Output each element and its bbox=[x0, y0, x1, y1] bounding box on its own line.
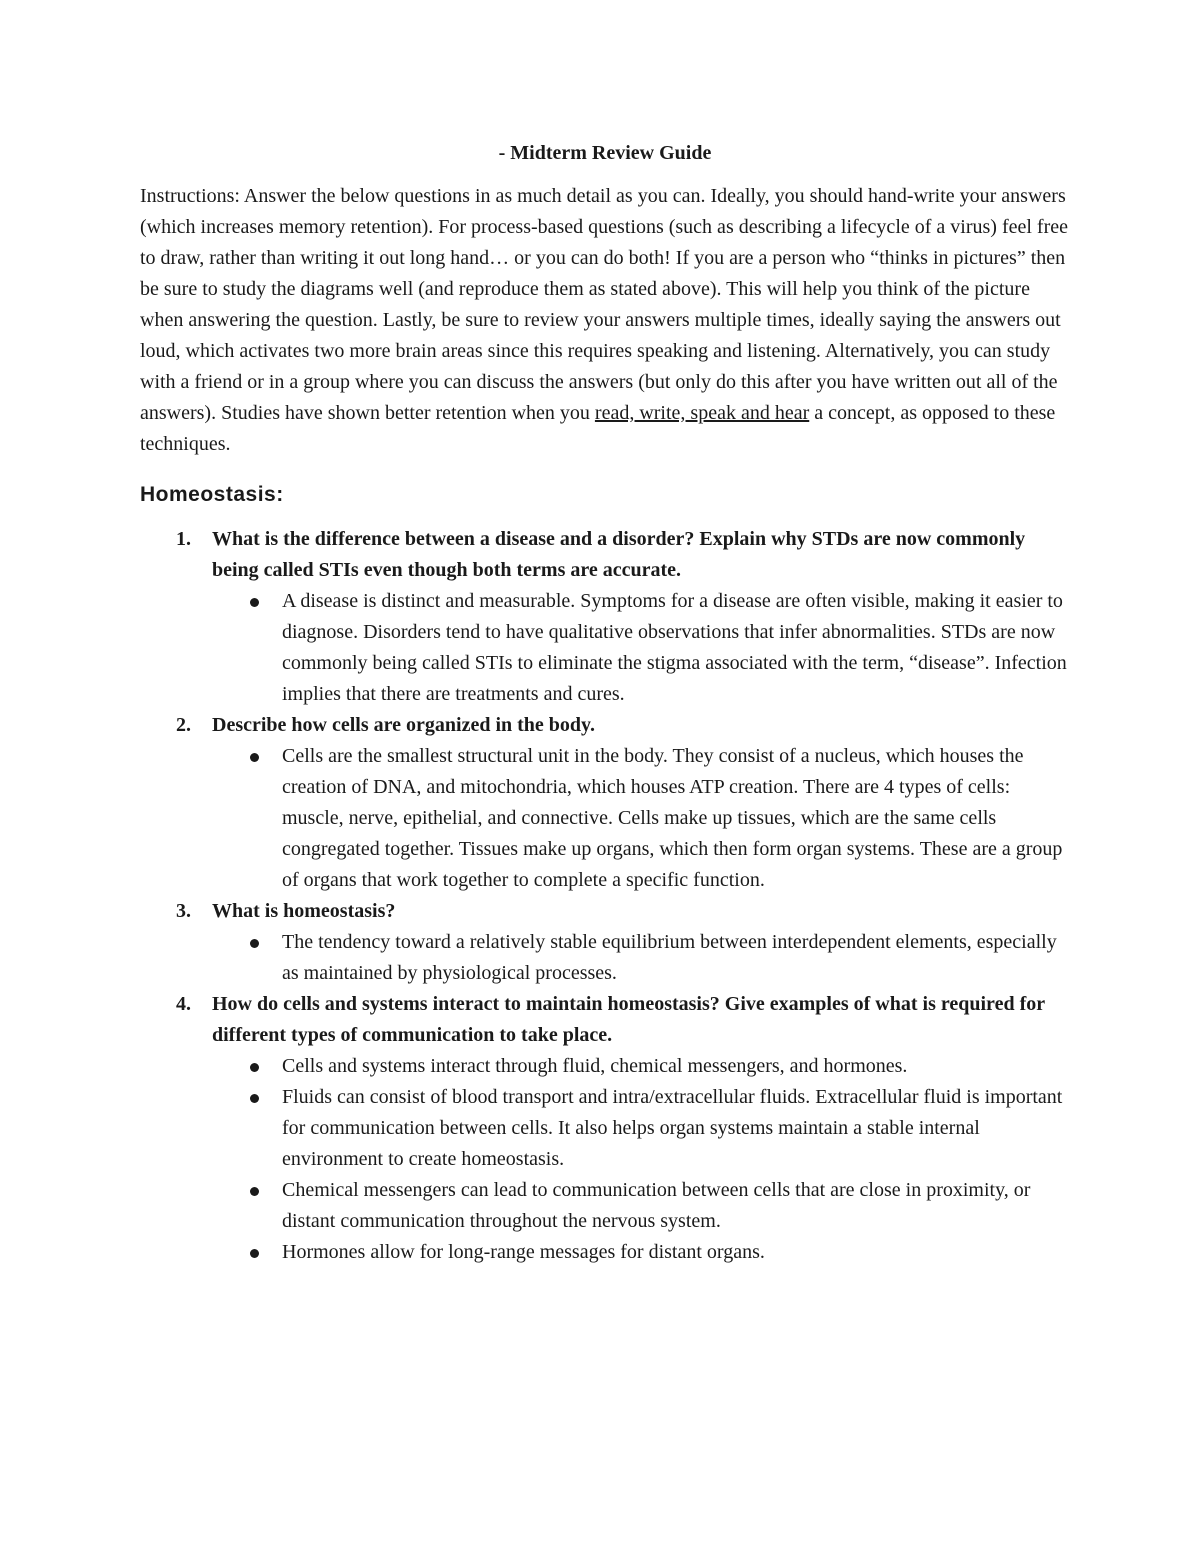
answer-list bbox=[212, 586, 1070, 710]
instructions-text: Instructions: Answer the below questions in as much detail as you can. Ideally, you should hand-write your answers (which increases memory retention). For process-based questions (such as describing a lifecycle of a virus) feel free to draw, rather than writing it out long hand… or you can do both! If you are a person who “thinks in pictures” then be sure to study the diagrams well (and reproduce them as stated above). This will help you think of the picture when answering the question. Lastly, be sure to review your answers multiple times, ideally saying the answers out loud, which activates two more brain areas since this requires speaking and listening. Alternatively, you can study with a friend or in a group where you can discuss the answers (but only do this after you have written out all of the answers). Studies have shown better retention when you bbox=[140, 185, 1068, 424]
answer-text: A disease is distinct and measurable. Symptoms for a disease are often visible, making it easier to diagnose. Disorders tend to have qualitative observations that infer abnormalities. STDs are now commonly being called STIs to eliminate the stigma associated with the term, “disease”. Infection implies that there are treatments and cures. bbox=[282, 590, 1067, 705]
answer-text: Fluids can consist of blood transport and intra/extracellular fluids. Extracellular fluid is important for communication between cells. It also helps organ systems maintain a stable internal environment to create homeostasis. bbox=[282, 1086, 1063, 1170]
answer-item bbox=[212, 1237, 1070, 1268]
answer-text: Hormones allow for long-range messages for distant organs. bbox=[282, 1241, 765, 1263]
instructions-text-end: a concept, as opposed to these techniques. bbox=[140, 402, 1056, 455]
answer-text: Cells and systems interact through fluid, chemical messengers, and hormones. bbox=[282, 1055, 908, 1077]
question-item bbox=[140, 710, 1070, 896]
question-text: How do cells and systems interact to maintain homeostasis? Give examples of what is required for different types of communication to take place. bbox=[212, 993, 1045, 1046]
section-heading: Homeostasis: bbox=[140, 483, 284, 506]
answer-text: The tendency toward a relatively stable equilibrium between interdependent elements, especially as maintained by physiological processes. bbox=[282, 931, 1057, 984]
question-text: What is the difference between a disease and a disorder? Explain why STDs are now commonly being called STIs even though both terms are accurate. bbox=[212, 528, 1026, 581]
instructions-underlined-text: read, write, speak and hear bbox=[594, 402, 810, 424]
question-number: 3. bbox=[176, 900, 191, 922]
document-title: - Midterm Review Guide bbox=[498, 142, 712, 164]
answer-item bbox=[212, 927, 1070, 989]
bullet-icon bbox=[250, 1187, 259, 1196]
answer-item bbox=[212, 1175, 1070, 1237]
bullet-icon bbox=[250, 1094, 259, 1103]
question-text: What is homeostasis? bbox=[212, 900, 396, 922]
question-number: 4. bbox=[176, 993, 191, 1015]
document-page bbox=[140, 138, 1070, 1268]
answer-item bbox=[212, 1082, 1070, 1175]
answer-list bbox=[212, 927, 1070, 989]
answer-item bbox=[212, 741, 1070, 896]
question-number: 2. bbox=[176, 714, 191, 736]
bullet-icon bbox=[250, 1063, 259, 1072]
answer-text: Chemical messengers can lead to communication between cells that are close in proximity, or distant communication throughout the nervous system. bbox=[282, 1179, 1031, 1232]
question-number: 1. bbox=[176, 528, 191, 550]
question-item bbox=[140, 896, 1070, 989]
question-list bbox=[140, 524, 1070, 1268]
question-text: Describe how cells are organized in the body. bbox=[212, 714, 595, 736]
answer-text: Cells are the smallest structural unit in the body. They consist of a nucleus, which houses the creation of DNA, and mitochondria, which houses ATP creation. There are 4 types of cells: muscle, nerve, epithelial, and connective. Cells make up tissues, which are the same cells congregated together. Tissues make up organs, which then form organ systems. These are a group of organs that work together to complete a specific function. bbox=[282, 745, 1063, 891]
bullet-icon bbox=[250, 753, 259, 762]
bullet-icon bbox=[250, 1249, 259, 1258]
question-item bbox=[140, 524, 1070, 710]
answer-list bbox=[212, 741, 1070, 896]
answer-item bbox=[212, 1051, 1070, 1082]
answer-item bbox=[212, 586, 1070, 710]
bullet-icon bbox=[250, 939, 259, 948]
instructions-paragraph bbox=[140, 181, 1070, 460]
question-item bbox=[140, 989, 1070, 1268]
bullet-icon bbox=[250, 598, 259, 607]
answer-list bbox=[212, 1051, 1070, 1268]
